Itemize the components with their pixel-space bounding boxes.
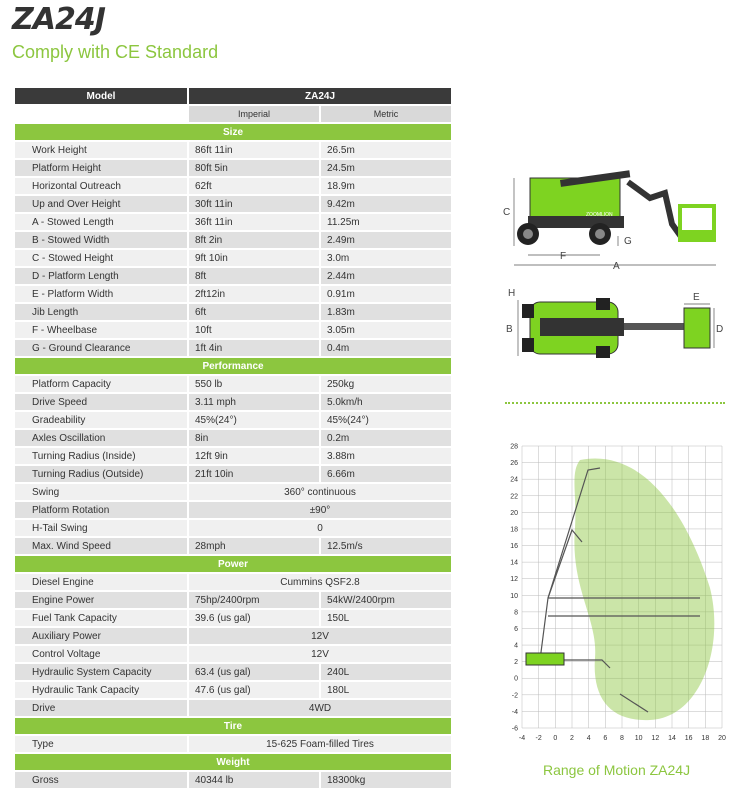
row-label: Turning Radius (Inside) [15,448,187,464]
y-tick-label: 6 [514,625,518,633]
row-label: Turning Radius (Outside) [15,466,187,482]
imperial-value: 86ft 11in [189,142,319,158]
side-view-machine [517,170,714,245]
y-tick-label: -6 [511,725,518,733]
metric-header: Metric [321,106,451,122]
label-c: C [503,207,511,218]
row-label: G - Ground Clearance [15,340,187,356]
metric-value: 3.05m [321,322,451,338]
metric-value: 6.66m [321,466,451,482]
metric-value: 0.91m [321,286,451,302]
imperial-value: 21ft 10in [189,466,319,482]
brand-text: ZOOMLION [586,212,613,218]
imperial-value: 40344 lb [189,772,319,788]
label-e: E [693,292,700,303]
x-tick-label: 12 [651,735,660,742]
row-value: ±90° [189,502,451,518]
table-row [15,178,451,194]
imperial-value: 8ft 2in [189,232,319,248]
y-tick-label: -4 [511,708,518,716]
metric-value: 9.42m [321,196,451,212]
metric-value: 5.0km/h [321,394,451,410]
table-row [15,232,451,248]
motion-caption: Range of Motion ZA24J [543,762,691,778]
label-d: D [716,324,724,335]
row-label: Drive Speed [15,394,187,410]
x-tick-label: 16 [684,735,693,742]
metric-value: 18300kg [321,772,451,788]
top-view-diagram [500,284,730,369]
x-tick-label: -4 [518,735,526,742]
y-tick-label: 2 [514,659,518,667]
y-tick-label: -2 [511,692,518,700]
y-tick-label: 0 [514,675,518,683]
row-label: Up and Over Height [15,196,187,212]
section-title: Performance [15,358,451,374]
table-row [15,628,451,644]
label-a: A [613,261,620,272]
range-of-motion-chart [500,438,735,743]
metric-value: 2.49m [321,232,451,248]
section-header-performance [15,358,451,374]
table-row [15,772,451,788]
row-label: Gradeability [15,412,187,428]
row-label: Gross [15,772,187,788]
table-row [15,196,451,212]
table-row [15,466,451,482]
table-row [15,268,451,284]
table-row [15,538,451,554]
row-label: Jib Length [15,304,187,320]
metric-value: 26.5m [321,142,451,158]
imperial-value: 45%(24°) [189,412,319,428]
row-label: Fuel Tank Capacity [15,610,187,626]
table-row [15,430,451,446]
y-tick-label: 4 [514,642,518,650]
dotted-divider [505,402,725,404]
section-title: Weight [15,754,451,770]
table-row [15,484,451,500]
imperial-value: 80ft 5in [189,160,319,176]
row-label: Platform Height [15,160,187,176]
imperial-value: 47.6 (us gal) [189,682,319,698]
model-header: Model [15,88,187,104]
table-row [15,376,451,392]
row-label: Horizontal Outreach [15,178,187,194]
label-f: F [560,251,567,262]
table-row [15,286,451,302]
imperial-value: 36ft 11in [189,214,319,230]
row-label: Drive [15,700,187,716]
metric-value: 0.2m [321,430,451,446]
spec-table [13,86,453,790]
section-header-power [15,556,451,572]
row-label: H-Tail Swing [15,520,187,536]
x-tick-label: 20 [718,735,726,742]
section-title: Size [15,124,451,140]
table-row [15,700,451,716]
metric-value: 18.9m [321,178,451,194]
table-header-row [15,88,451,104]
table-row [15,340,451,356]
table-row [15,394,451,410]
imperial-value: 30ft 11in [189,196,319,212]
table-row [15,646,451,662]
row-label: Work Height [15,142,187,158]
row-label: C - Stowed Height [15,250,187,266]
row-label: D - Platform Length [15,268,187,284]
y-tick-label: 20 [510,509,518,517]
row-label: A - Stowed Length [15,214,187,230]
y-tick-label: 10 [510,592,518,600]
row-value: 0 [189,520,451,536]
section-header-weight [15,754,451,770]
row-label: Control Voltage [15,646,187,662]
label-h: H [508,288,516,299]
table-row [15,412,451,428]
row-label: Hydraulic Tank Capacity [15,682,187,698]
metric-value: 2.44m [321,268,451,284]
x-tick-label: -2 [535,735,542,742]
x-tick-label: 8 [620,735,624,742]
metric-value: 3.88m [321,448,451,464]
row-value: 12V [189,646,451,662]
row-value: 360° continuous [189,484,451,500]
motion-envelope [574,458,714,720]
row-label: B - Stowed Width [15,232,187,248]
top-view-machine [522,298,710,358]
section-header-size [15,124,451,140]
y-tick-label: 14 [510,559,518,567]
row-value: 4WD [189,700,451,716]
imperial-value: 8in [189,430,319,446]
imperial-value: 28mph [189,538,319,554]
model-value-header: ZA24J [189,88,451,104]
motion-machine [526,653,564,665]
table-row [15,592,451,608]
y-tick-label: 28 [510,443,518,451]
table-row [15,250,451,266]
metric-value: 150L [321,610,451,626]
x-tick-label: 14 [668,735,676,742]
row-label: Diesel Engine [15,574,187,590]
y-tick-label: 12 [510,576,518,584]
side-view-diagram [500,168,730,273]
y-tick-label: 18 [510,526,518,534]
section-title: Power [15,556,451,572]
imperial-value: 75hp/2400rpm [189,592,319,608]
row-label: Platform Rotation [15,502,187,518]
table-row [15,160,451,176]
table-row [15,448,451,464]
row-label: Swing [15,484,187,500]
table-row [15,682,451,698]
row-label: Engine Power [15,592,187,608]
row-label: E - Platform Width [15,286,187,302]
table-row [15,664,451,680]
table-row [15,610,451,626]
metric-value: 24.5m [321,160,451,176]
table-row [15,574,451,590]
imperial-value: 550 lb [189,376,319,392]
table-row [15,736,451,752]
y-tick-label: 24 [510,476,518,484]
row-label: Type [15,736,187,752]
section-header-tire [15,718,451,734]
x-tick-label: 18 [701,735,710,742]
table-row [15,142,451,158]
imperial-value: 1ft 4in [189,340,319,356]
page-subtitle: Comply with CE Standard [12,42,219,62]
metric-value: 250kg [321,376,451,392]
metric-value: 0.4m [321,340,451,356]
x-tick-label: 6 [603,735,608,742]
row-label: F - Wheelbase [15,322,187,338]
row-label: Platform Capacity [15,376,187,392]
metric-value: 240L [321,664,451,680]
metric-value: 1.83m [321,304,451,320]
imperial-value: 6ft [189,304,319,320]
row-label: Axles Oscillation [15,430,187,446]
table-row [15,520,451,536]
imperial-value: 62ft [189,178,319,194]
metric-value: 11.25m [321,214,451,230]
imperial-header: Imperial [189,106,319,122]
x-tick-label: 0 [553,735,558,742]
table-row [15,322,451,338]
metric-value: 3.0m [321,250,451,266]
x-tick-label: 2 [570,735,574,742]
imperial-value: 10ft [189,322,319,338]
page-title: ZA24J [12,2,105,37]
row-label: Auxiliary Power [15,628,187,644]
unit-header-row [15,106,451,122]
row-value: Cummins QSF2.8 [189,574,451,590]
label-b: B [506,324,513,335]
imperial-value: 3.11 mph [189,394,319,410]
table-row [15,502,451,518]
metric-value: 54kW/2400rpm [321,592,451,608]
y-tick-label: 22 [510,493,518,501]
x-tick-label: 10 [634,735,643,742]
row-label: Max. Wind Speed [15,538,187,554]
metric-value: 45%(24°) [321,412,451,428]
imperial-value: 12ft 9in [189,448,319,464]
row-value: 12V [189,628,451,644]
x-tick-label: 4 [586,735,591,742]
y-tick-label: 8 [514,609,518,617]
table-row [15,304,451,320]
table-row [15,214,451,230]
imperial-value: 39.6 (us gal) [189,610,319,626]
label-g: G [624,236,632,247]
imperial-value: 63.4 (us gal) [189,664,319,680]
row-label: Hydraulic System Capacity [15,664,187,680]
imperial-value: 8ft [189,268,319,284]
imperial-value: 9ft 10in [189,250,319,266]
imperial-value: 2ft12in [189,286,319,302]
metric-value: 12.5m/s [321,538,451,554]
y-tick-label: 26 [510,460,518,468]
y-tick-label: 16 [510,543,518,551]
metric-value: 180L [321,682,451,698]
row-value: 15-625 Foam-filled Tires [189,736,451,752]
section-title: Tire [15,718,451,734]
